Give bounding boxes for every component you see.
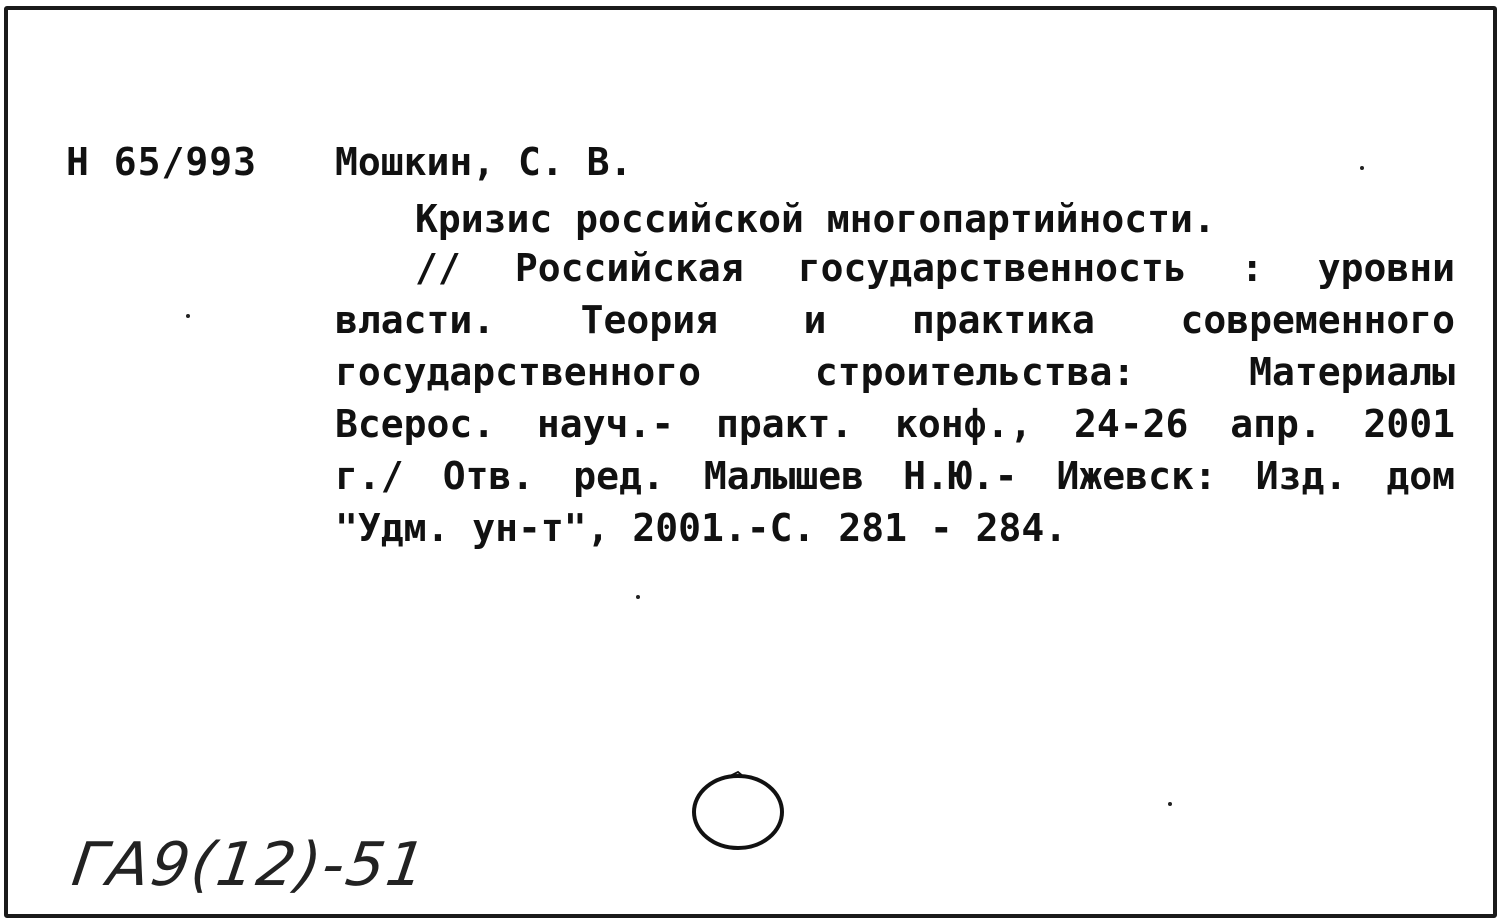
handwritten-shelf-mark: ГА9(12)-51	[68, 830, 432, 900]
description-line: власти. Теория и практика современного	[335, 298, 1455, 342]
ink-speck	[1168, 802, 1172, 806]
punch-hole-icon	[690, 768, 786, 850]
description-line: государственного строительства: Материалы	[335, 350, 1455, 394]
work-title: Кризис российской многопартийности.	[415, 197, 1216, 241]
call-number: Н 65/993	[66, 140, 258, 184]
ink-speck	[636, 595, 640, 599]
description-line: Всерос. науч.- практ. конф., 24-26 апр. 2001	[335, 402, 1455, 446]
description-line: // Российская государственность : уровни	[415, 246, 1455, 290]
description-line: "Удм. ун-т", 2001.-С. 281 - 284.	[335, 506, 1068, 550]
bibliographic-description	[335, 242, 1455, 554]
description-line: г./ Отв. ред. Малышев Н.Ю.- Ижевск: Изд. дом	[335, 454, 1455, 498]
ink-speck	[186, 314, 190, 318]
catalog-card	[4, 6, 1497, 918]
ink-speck	[1360, 166, 1364, 170]
author-name: Мошкин, С. В.	[335, 140, 633, 184]
